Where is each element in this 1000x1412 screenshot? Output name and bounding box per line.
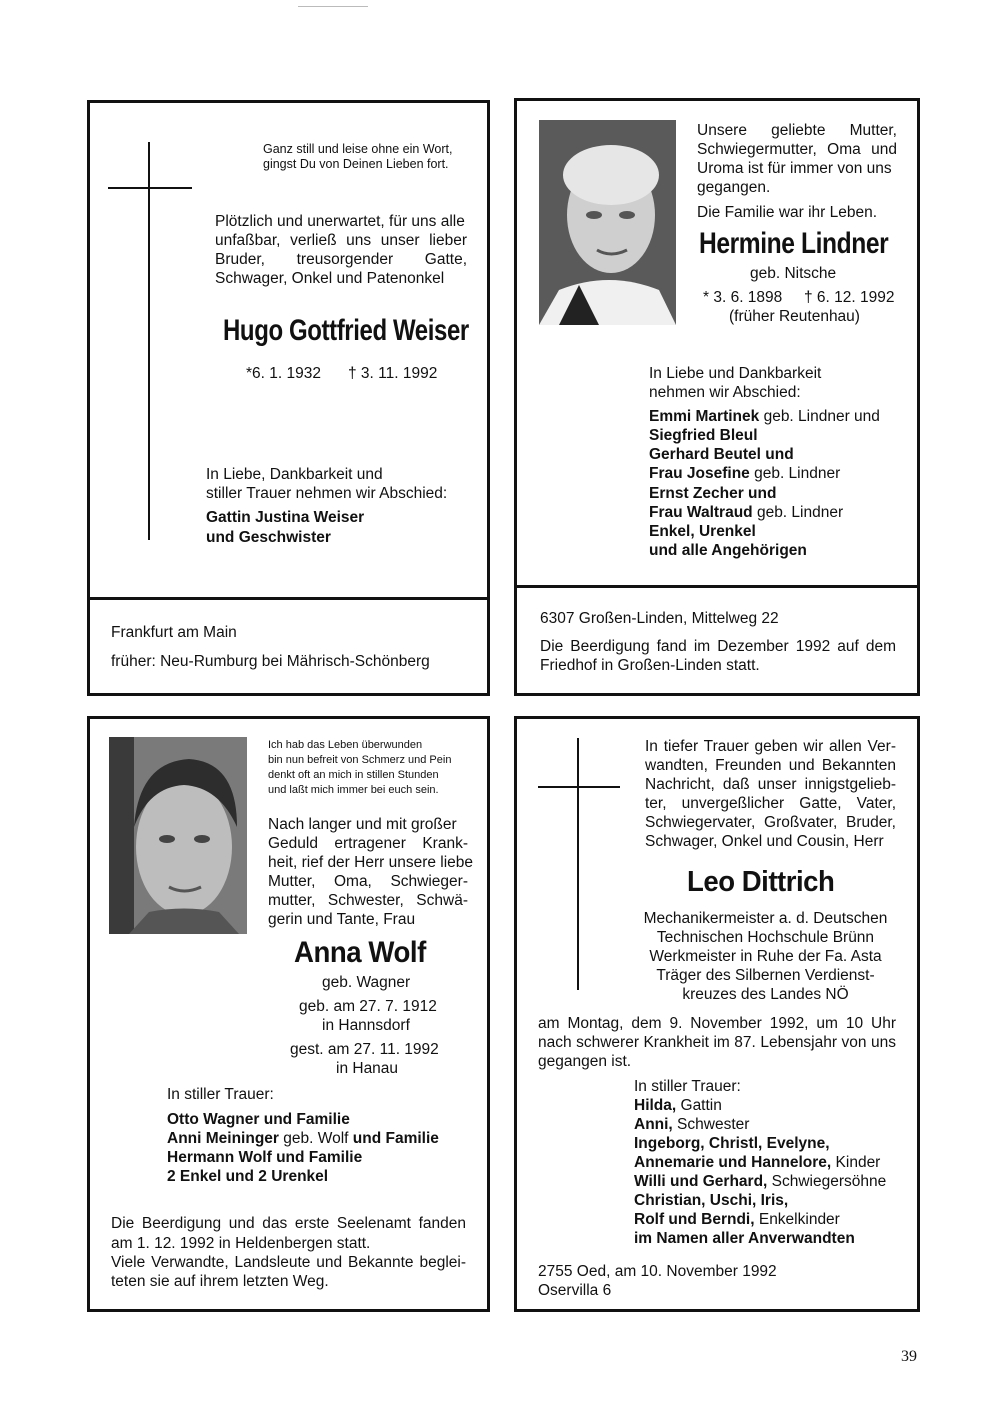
hermine-origin: (früher Reutenhau)	[729, 308, 860, 325]
anna-intro-3: heit, rief der Herr unsere liebe	[268, 854, 474, 871]
hermine-family: Die Familie war ihr Leben.	[697, 204, 878, 221]
anna-mourner-4: 2 Enkel und 2 Urenkel	[167, 1168, 329, 1185]
mourner-name: Hilda,	[634, 1097, 677, 1114]
anna-name: Anna Wolf	[294, 936, 426, 969]
hermine-intro-4: gegangen.	[697, 179, 771, 196]
hermine-intro-2: Schwiegermutter, Oma und	[697, 141, 897, 158]
hermine-mourner-5: Ernst Zecher und	[649, 485, 777, 502]
hugo-mourners-2: und Geschwister	[206, 529, 331, 546]
anna-born-place: in Hannsdorf	[322, 1017, 410, 1034]
mourner-name: Frau Josefine	[649, 465, 750, 482]
leo-title-1: Mechanikermeister a. d. Deutschen	[643, 910, 888, 927]
mourner-name: Frau Waltraud	[649, 504, 753, 521]
mourner-relation: Enkelkinder	[754, 1211, 840, 1228]
anna-closing-4: teten sie auf ihrem letzten Weg.	[111, 1273, 329, 1290]
anna-died: gest. am 27. 11. 1992	[290, 1041, 439, 1058]
leo-intro-5: Schwiegervater, Großvater, Bruder,	[645, 814, 896, 831]
leo-intro-3: Nachricht, daß unser innigstgelieb-	[645, 776, 896, 793]
hermine-mourner-1	[649, 407, 880, 427]
mourner-name: Emmi Martinek	[649, 408, 760, 425]
cross-vertical	[577, 738, 579, 990]
leo-mourner-1	[634, 1096, 722, 1116]
mourner-name: Annemarie und Hannelore,	[634, 1154, 832, 1171]
anna-poem-1: Ich hab das Leben überwunden	[268, 739, 423, 751]
hugo-mourners-1: Gattin Justina Weiser	[206, 509, 365, 526]
scan-mark	[298, 6, 368, 7]
hermine-farewell-1: In Liebe und Dankbarkeit	[649, 365, 822, 382]
leo-mourner-8: im Namen aller Anverwandten	[634, 1230, 855, 1247]
anna-mourner-2	[167, 1129, 439, 1149]
portrait-photo-anna	[109, 737, 247, 934]
hermine-death: † 6. 12. 1992	[804, 289, 895, 306]
leo-name: Leo Dittrich	[687, 866, 835, 898]
mourner-relation: Kinder	[831, 1154, 881, 1171]
hermine-mourner-6	[649, 503, 843, 523]
mourner-relation: Schwiegersöhne	[767, 1173, 887, 1190]
leo-date-2: nach schwerer Krankheit im 87. Lebensjahr von uns	[538, 1034, 896, 1051]
hermine-intro-3: Uroma ist für immer von uns	[697, 160, 892, 177]
mourner-name: Willi und Gerhard,	[634, 1173, 768, 1190]
leo-intro-2: wandten, Freunden und Bekannten	[645, 757, 896, 774]
hermine-burial-2: Friedhof in Großen-Linden statt.	[540, 657, 760, 674]
mourner-relation: geb. Wolf	[278, 1130, 353, 1147]
hugo-birth: *6. 1. 1932	[246, 365, 321, 382]
mourner-relation: Schwester	[672, 1116, 750, 1133]
mourner-relation: Gattin	[676, 1097, 722, 1114]
hugo-intro-line-3: Bruder, treusorgender Gatte,	[215, 251, 467, 268]
leo-mourner-3: Ingeborg, Christl, Evelyne,	[634, 1135, 830, 1152]
leo-mourner-4	[634, 1153, 880, 1173]
anna-nee: geb. Wagner	[322, 974, 411, 991]
portrait-photo-hermine	[539, 120, 676, 325]
leo-intro-6: Schwager, Onkel und Cousin, Herr	[645, 833, 884, 850]
anna-closing-3: Viele Verwandte, Landsleute und Bekannte beglei-	[111, 1254, 466, 1271]
leo-intro-1: In tiefer Trauer geben wir allen Ver-	[645, 738, 896, 755]
mourner-family: und Familie	[352, 1130, 439, 1147]
leo-date-3: gegangen ist.	[538, 1053, 632, 1070]
mourner-relation: geb. Lindner	[749, 465, 841, 482]
anna-died-place: in Hanau	[336, 1060, 399, 1077]
leo-mourner-7	[634, 1210, 840, 1230]
hugo-farewell-1: In Liebe, Dankbarkeit und	[206, 466, 383, 483]
hugo-city: Frankfurt am Main	[111, 624, 237, 641]
hugo-intro-line-1: Plötzlich und unerwartet, für uns alle	[215, 213, 465, 230]
mourner-relation: geb. Lindner	[752, 504, 844, 521]
leo-intro-4: ter, unvergeßlicher Gatte, Vater,	[645, 795, 896, 812]
leo-place: 2755 Oed, am 10. November 1992	[538, 1263, 777, 1280]
hugo-poem-line-2: gingst Du von Deinen Lieben fort.	[263, 157, 449, 171]
mourner-name: Anni,	[634, 1116, 673, 1133]
hermine-mourner-8: und alle Angehörigen	[649, 542, 807, 559]
cross-horizontal	[538, 786, 620, 788]
rule-divider	[517, 585, 917, 588]
mourner-name: Rolf und Berndi,	[634, 1211, 755, 1228]
anna-poem-2: bin nun befreit von Schmerz und Pein	[268, 754, 452, 766]
leo-mourning: In stiller Trauer:	[634, 1078, 741, 1095]
hermine-mourner-2: Siegfried Bleul	[649, 427, 758, 444]
hermine-intro-1: Unsere geliebte Mutter,	[697, 122, 897, 139]
anna-intro-4: Mutter, Oma, Schwieger-	[268, 873, 468, 890]
mourner-relation: geb. Lindner und	[759, 408, 880, 425]
anna-poem-3: denkt oft an mich in stillen Stunden	[268, 769, 439, 781]
hugo-death: † 3. 11. 1992	[348, 365, 438, 382]
anna-born: geb. am 27. 7. 1912	[299, 998, 437, 1015]
hermine-mourner-3: Gerhard Beutel und	[649, 446, 794, 463]
leo-date-1: am Montag, dem 9. November 1992, um 10 Uhr	[538, 1015, 896, 1032]
anna-intro-6: gerin und Tante, Frau	[268, 911, 416, 928]
hermine-name: Hermine Lindner	[699, 227, 889, 260]
leo-title-2: Technischen Hochschule Brünn	[656, 929, 875, 946]
hermine-mourner-7: Enkel, Urenkel	[649, 523, 756, 540]
hugo-poem-line-1: Ganz still und leise ohne ein Wort,	[263, 142, 453, 156]
anna-closing-1: Die Beerdigung und das erste Seelenamt fanden	[111, 1215, 466, 1232]
leo-title-3: Werkmeister in Ruhe der Fa. Asta	[649, 948, 882, 965]
leo-mourner-5	[634, 1172, 886, 1192]
leo-mourner-6: Christian, Uschi, Iris,	[634, 1192, 789, 1209]
cross-horizontal	[108, 187, 192, 189]
anna-mourner-3: Hermann Wolf und Familie	[167, 1149, 363, 1166]
anna-mourning: In stiller Trauer:	[167, 1086, 274, 1103]
hugo-former: früher: Neu-Rumburg bei Mährisch-Schönberg	[111, 653, 430, 670]
hermine-burial-1: Die Beerdigung fand im Dezember 1992 auf dem	[540, 638, 896, 655]
leo-mourner-2	[634, 1115, 749, 1135]
hugo-intro-line-4: Schwager, Onkel und Patenonkel	[215, 270, 445, 287]
anna-poem-4: und laßt mich immer bei euch sein.	[268, 784, 439, 796]
page-number: 39	[901, 1348, 917, 1365]
hermine-farewell-2: nehmen wir Abschied:	[649, 384, 801, 401]
rule-divider	[90, 597, 487, 600]
leo-street: Oservilla 6	[538, 1282, 612, 1299]
anna-intro-5: mutter, Schwester, Schwä-	[268, 892, 468, 909]
hugo-intro-line-2: unfaßbar, verließ uns unser lieber	[215, 232, 467, 249]
leo-title-5: kreuzes des Landes NÖ	[682, 986, 849, 1003]
anna-closing-2: am 1. 12. 1992 in Heldenbergen statt.	[111, 1235, 371, 1252]
hugo-name: Hugo Gottfried Weiser	[223, 314, 469, 347]
anna-mourner-1: Otto Wagner und Familie	[167, 1111, 350, 1128]
hermine-birth: * 3. 6. 1898	[703, 289, 783, 306]
anna-intro-1: Nach langer und mit großer	[268, 816, 457, 833]
leo-title-4: Träger des Silbernen Verdienst-	[656, 967, 875, 984]
hermine-address: 6307 Großen-Linden, Mittelweg 22	[540, 610, 779, 627]
hermine-nee: geb. Nitsche	[750, 265, 837, 282]
hugo-farewell-2: stiller Trauer nehmen wir Abschied:	[206, 485, 448, 502]
cross-vertical	[148, 142, 150, 540]
mourner-name: Anni Meininger	[167, 1130, 279, 1147]
anna-intro-2: Geduld ertragener Krank-	[268, 835, 468, 852]
hermine-mourner-4	[649, 464, 840, 484]
